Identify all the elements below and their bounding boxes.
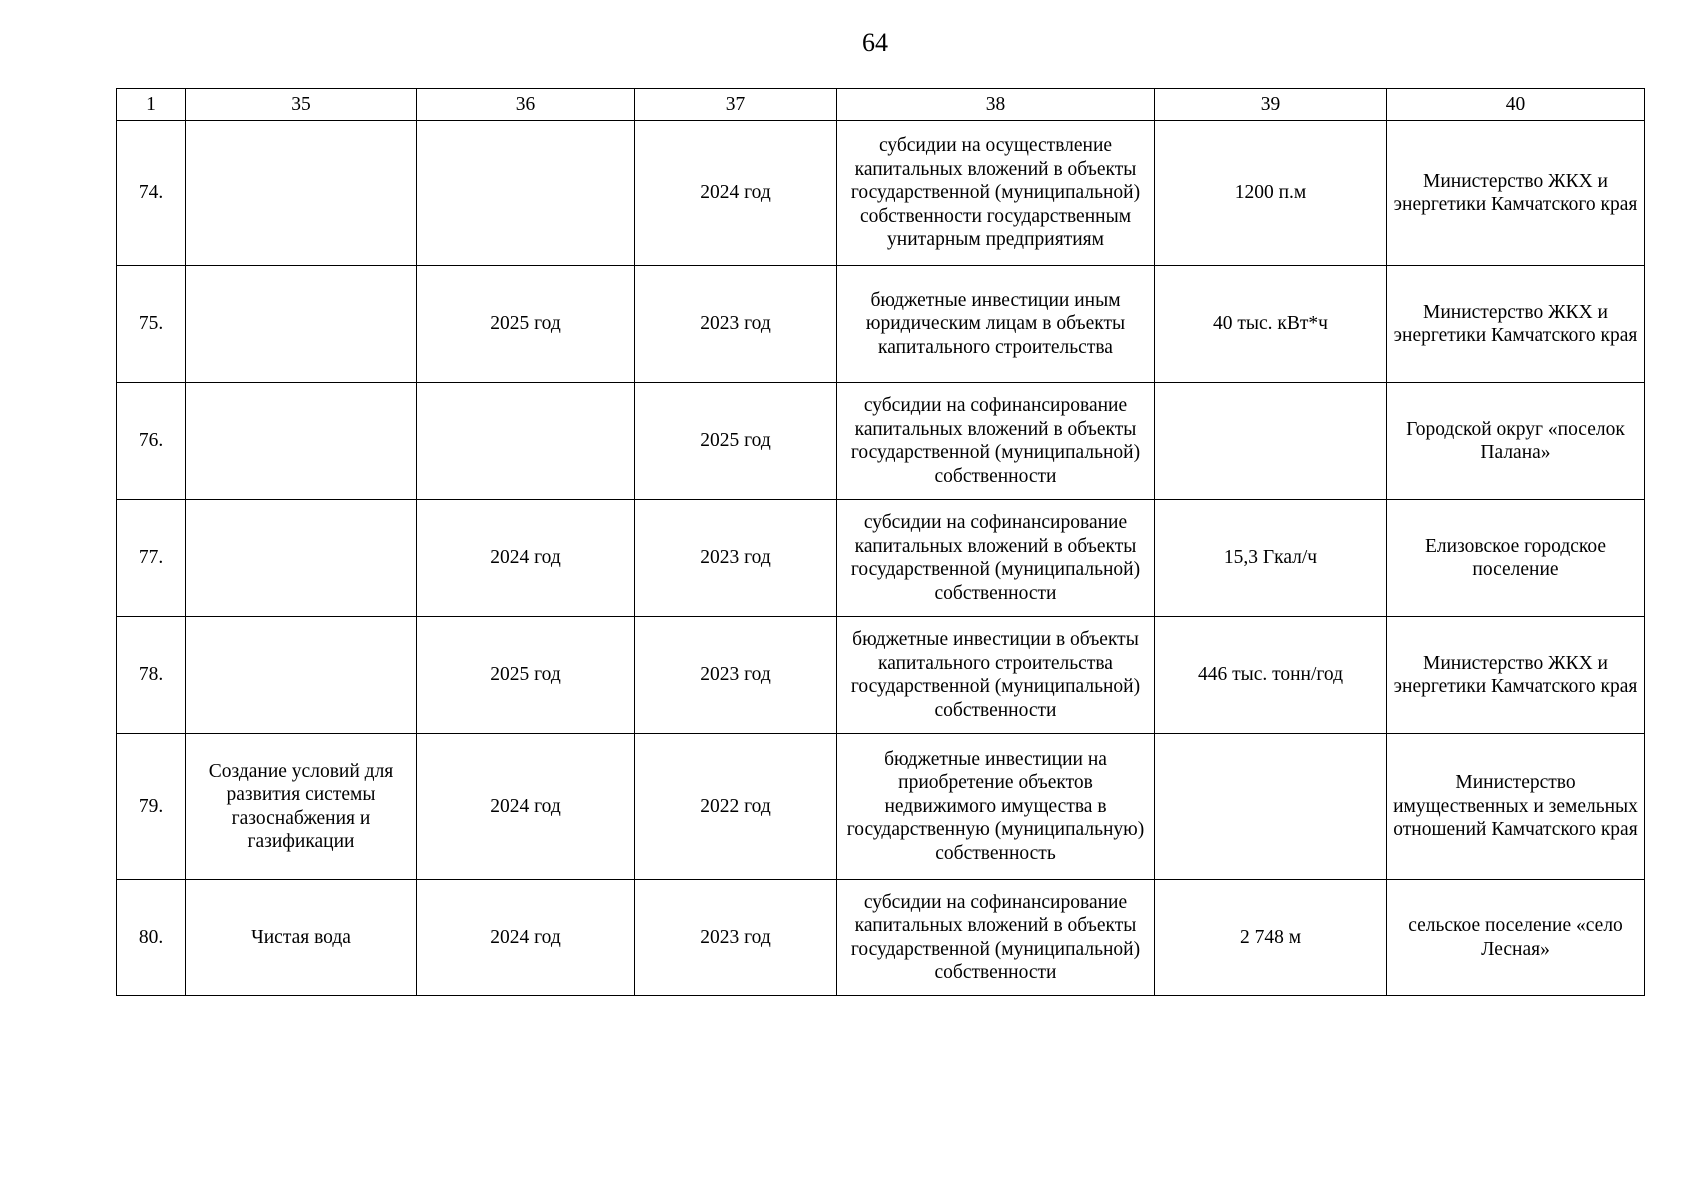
table-cell-col37: 2023 год bbox=[635, 880, 837, 996]
table-cell-col39 bbox=[1155, 383, 1387, 500]
table-row bbox=[117, 500, 1645, 617]
table-cell-col39: 1200 п.м bbox=[1155, 121, 1387, 266]
table-cell-col40: Министерство ЖКХ и энергетики Камчатского края bbox=[1387, 266, 1645, 383]
row-number-cell: 74. bbox=[117, 121, 186, 266]
table-cell-col37: 2023 год bbox=[635, 266, 837, 383]
table-cell-col37: 2024 год bbox=[635, 121, 837, 266]
table-row bbox=[117, 383, 1645, 500]
header-cell-col39: 39 bbox=[1155, 89, 1387, 121]
table-cell-col40: Министерство ЖКХ и энергетики Камчатского края bbox=[1387, 121, 1645, 266]
table-cell-col40: Министерство имущественных и земельных отношений Камчатского края bbox=[1387, 734, 1645, 880]
table-row bbox=[117, 266, 1645, 383]
table-cell-col35 bbox=[186, 121, 417, 266]
row-number-cell: 78. bbox=[117, 617, 186, 734]
table-cell-col37: 2023 год bbox=[635, 617, 837, 734]
table-cell-col35 bbox=[186, 383, 417, 500]
table-row bbox=[117, 617, 1645, 734]
header-cell-col40: 40 bbox=[1387, 89, 1645, 121]
table-cell-col39 bbox=[1155, 734, 1387, 880]
table-cell-col38: бюджетные инвестиции на приобретение объектов недвижимого имущества в государственную (муниципальную) собственность bbox=[837, 734, 1155, 880]
data-table bbox=[116, 88, 1645, 996]
table-cell-col35: Чистая вода bbox=[186, 880, 417, 996]
row-number-cell: 76. bbox=[117, 383, 186, 500]
table-cell-col36: 2025 год bbox=[417, 266, 635, 383]
header-cell-col38: 38 bbox=[837, 89, 1155, 121]
table-cell-col39: 15,3 Гкал/ч bbox=[1155, 500, 1387, 617]
table-cell-col40: Елизовское городское поселение bbox=[1387, 500, 1645, 617]
page-number: 64 bbox=[862, 28, 888, 57]
table-cell-col36 bbox=[417, 383, 635, 500]
table-cell-col38: субсидии на софинансирование капитальных вложений в объекты государственной (муниципальной) собственности bbox=[837, 383, 1155, 500]
table-cell-col37: 2025 год bbox=[635, 383, 837, 500]
table-cell-col35 bbox=[186, 617, 417, 734]
table-cell-col38: субсидии на софинансирование капитальных вложений в объекты государственной (муниципальной) собственности bbox=[837, 880, 1155, 996]
table-row bbox=[117, 734, 1645, 880]
header-cell-col36: 36 bbox=[417, 89, 635, 121]
table-cell-col36: 2025 год bbox=[417, 617, 635, 734]
table-cell-col35: Создание условий для развития системы газоснабжения и газификации bbox=[186, 734, 417, 880]
table-cell-col40: Городской округ «поселок Палана» bbox=[1387, 383, 1645, 500]
table-cell-col37: 2022 год bbox=[635, 734, 837, 880]
row-number-cell: 79. bbox=[117, 734, 186, 880]
table-row bbox=[117, 121, 1645, 266]
table-cell-col37: 2023 год bbox=[635, 500, 837, 617]
table-cell-col38: бюджетные инвестиции иным юридическим лицам в объекты капитального строительства bbox=[837, 266, 1155, 383]
table-cell-col38: субсидии на софинансирование капитальных вложений в объекты государственной (муниципальной) собственности bbox=[837, 500, 1155, 617]
table-cell-col36 bbox=[417, 121, 635, 266]
table-cell-col38: субсидии на осуществление капитальных вложений в объекты государственной (муниципальной) собственности государственным унитарным предприятиям bbox=[837, 121, 1155, 266]
table-cell-col35 bbox=[186, 266, 417, 383]
table-cell-col38: бюджетные инвестиции в объекты капитального строительства государственной (муниципальной) собственности bbox=[837, 617, 1155, 734]
header-cell-col37: 37 bbox=[635, 89, 837, 121]
row-number-cell: 75. bbox=[117, 266, 186, 383]
table-cell-col39: 2 748 м bbox=[1155, 880, 1387, 996]
header-cell-col1: 1 bbox=[117, 89, 186, 121]
table-cell-col40: сельское поселение «село Лесная» bbox=[1387, 880, 1645, 996]
row-number-cell: 80. bbox=[117, 880, 186, 996]
table-cell-col39: 446 тыс. тонн/год bbox=[1155, 617, 1387, 734]
row-number-cell: 77. bbox=[117, 500, 186, 617]
header-cell-col35: 35 bbox=[186, 89, 417, 121]
table-cell-col36: 2024 год bbox=[417, 734, 635, 880]
table-cell-col39: 40 тыс. кВт*ч bbox=[1155, 266, 1387, 383]
table-header-row bbox=[117, 89, 1645, 121]
table-cell-col36: 2024 год bbox=[417, 880, 635, 996]
table-cell-col36: 2024 год bbox=[417, 500, 635, 617]
table-cell-col35 bbox=[186, 500, 417, 617]
table-cell-col40: Министерство ЖКХ и энергетики Камчатского края bbox=[1387, 617, 1645, 734]
table-row bbox=[117, 880, 1645, 996]
